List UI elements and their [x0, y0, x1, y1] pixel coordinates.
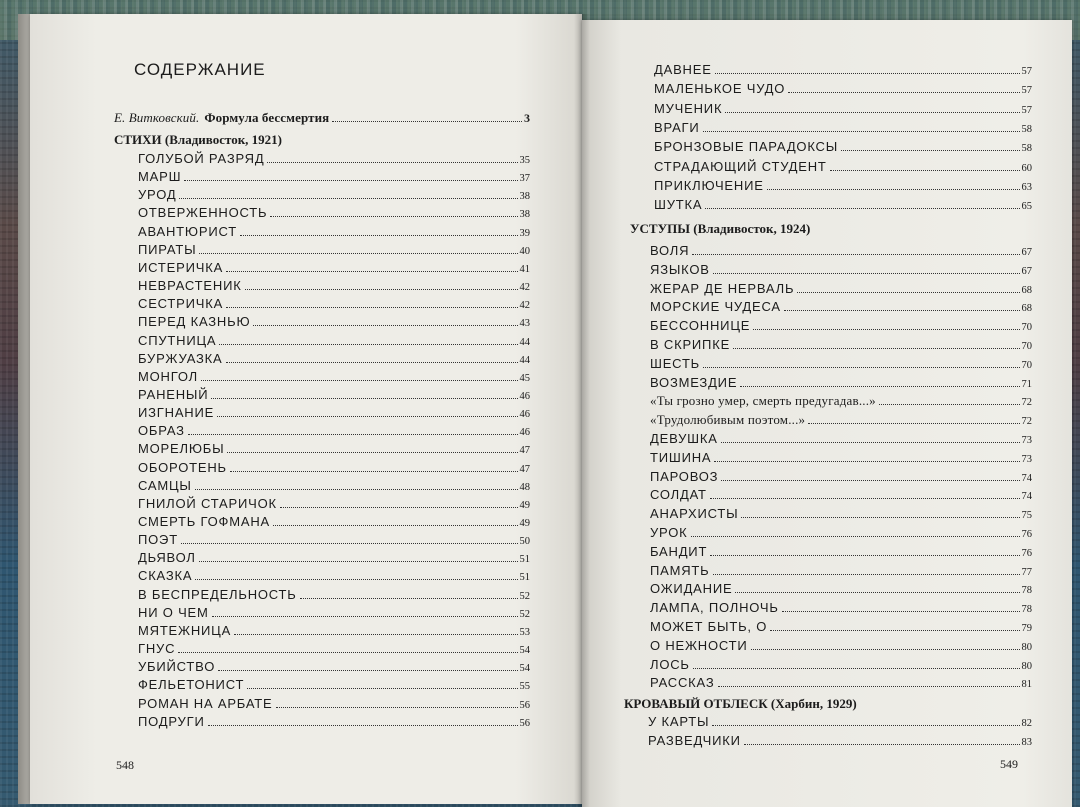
leader-dots [782, 611, 1020, 612]
toc-entry-title: ПАРОВОЗ [650, 468, 719, 484]
leader-dots [808, 423, 1019, 424]
leader-dots [267, 162, 517, 163]
toc-entry-title: ШУТКА [654, 197, 703, 213]
toc-entry-title: УРОД [138, 187, 177, 203]
toc-entry-page-number: 70 [1021, 359, 1032, 371]
toc-entry [650, 469, 1032, 484]
toc-entry [650, 581, 1032, 596]
toc-entry-title: В СКРИПКЕ [650, 337, 731, 352]
toc-entry-page-number: 43 [519, 318, 530, 330]
toc-entry-title: МАРШ [138, 169, 182, 185]
section-heading-stihi: СТИХИ (Владивосток, 1921) [114, 132, 283, 147]
toc-entry [650, 525, 1032, 540]
toc-entry-title: СЕСТРИЧКА [138, 296, 224, 312]
toc-entry-title: МОНГОЛ [138, 368, 198, 384]
leader-dots [751, 649, 1020, 650]
toc-entry-page-number: 70 [1021, 322, 1032, 334]
toc-entry [138, 460, 530, 475]
leader-dots [710, 555, 1019, 556]
toc-entry [650, 337, 1032, 352]
toc-entry-page-number: 72 [1021, 397, 1032, 409]
toc-entry [650, 393, 1032, 409]
toc-entry [138, 568, 530, 583]
toc-entry [138, 623, 530, 638]
toc-entry [138, 696, 530, 711]
toc-entry [138, 187, 530, 202]
leader-dots [188, 434, 518, 435]
toc-entry-page-number: 60 [1021, 162, 1032, 174]
toc-entry-title: САМЦЫ [138, 477, 192, 493]
toc-entry-title: БЕССОННИЦЕ [650, 318, 751, 334]
toc-entry-title: «Трудолюбивым поэтом...» [650, 412, 806, 428]
toc-entry [138, 550, 530, 565]
toc-entry-title: ЯЗЫКОВ [650, 261, 710, 277]
toc-entry [138, 242, 530, 257]
toc-entry-title: ГОЛУБОЙ РАЗРЯД [138, 151, 265, 166]
toc-entry-title: БАНДИТ [650, 543, 708, 559]
toc-entry-page-number: 76 [1021, 529, 1032, 540]
leader-dots [195, 489, 518, 490]
leader-dots [841, 150, 1019, 151]
leader-dots [713, 273, 1020, 274]
toc-entry-title: «Ты грозно умер, смерть предугадав...» [650, 393, 876, 409]
toc-entry [138, 314, 530, 329]
toc-entry [650, 506, 1032, 521]
toc-entry-title: ПОДРУГИ [138, 713, 205, 729]
leader-dots [219, 344, 517, 345]
toc-entry [138, 587, 530, 602]
toc-entry-page-number: 46 [519, 390, 530, 402]
leader-dots [705, 208, 1019, 209]
toc-entry-page-number: 44 [519, 354, 530, 366]
toc-entry-title: ГНУС [138, 641, 176, 657]
toc-entry [648, 733, 1032, 748]
toc-entry [138, 151, 530, 166]
right-page [582, 20, 1072, 807]
toc-entry-title: ВРАГИ [654, 119, 700, 135]
toc-entry-title: АНАРХИСТЫ [650, 506, 739, 522]
toc-entry-page-number: 47 [519, 463, 530, 475]
toc-entry-page-number: 48 [519, 481, 530, 493]
toc-entry [650, 450, 1032, 465]
toc-entry-page-number: 78 [1021, 604, 1032, 616]
toc-entry [138, 169, 530, 184]
toc-entry-title: ЛОСЬ [650, 656, 690, 672]
toc-entry [138, 405, 530, 420]
toc-entry-page-number: 71 [1021, 378, 1032, 390]
toc-entry [650, 563, 1032, 578]
leader-dots [227, 452, 517, 453]
leader-dots [744, 744, 1020, 745]
toc-entry-page-number: 77 [1021, 566, 1032, 578]
toc-entry-title: ПОЭТ [138, 532, 178, 548]
toc-entry [138, 205, 530, 220]
toc-entry-page-number: 72 [1021, 416, 1032, 428]
page-number-left: 548 [116, 758, 134, 772]
leader-dots [703, 131, 1020, 132]
leader-dots [770, 630, 1019, 631]
leader-dots [713, 574, 1020, 575]
leader-dots [721, 480, 1019, 481]
toc-entry-page-number: 63 [1021, 181, 1032, 193]
leader-dots [691, 536, 1020, 537]
toc-entry-title: НИ О ЧЕМ [138, 604, 209, 620]
toc-entry [654, 159, 1032, 174]
toc-entry-page-number: 74 [1021, 472, 1032, 484]
toc-entry [138, 369, 530, 384]
toc-entry [138, 714, 530, 729]
toc-entry-page-number: 83 [1021, 736, 1032, 748]
leader-dots [276, 707, 518, 708]
toc-entry-page-number: 42 [519, 300, 530, 312]
leader-dots [195, 579, 517, 580]
leader-dots [725, 112, 1019, 113]
toc-entry [138, 278, 530, 293]
toc-entry-page-number: 52 [519, 590, 530, 602]
leader-dots [211, 398, 517, 399]
leader-dots [240, 235, 518, 236]
toc-entry [138, 260, 530, 275]
toc-entry [138, 224, 530, 239]
toc-entry-title: ПРИКЛЮЧЕНИЕ [654, 177, 764, 193]
toc-entry [138, 296, 530, 311]
toc-entry-title: ЖЕРАР ДЕ НЕРВАЛЬ [650, 280, 795, 296]
toc-entry [650, 412, 1032, 428]
toc-entry-page-number: 37 [519, 173, 530, 185]
toc-entry-page-number: 46 [519, 409, 530, 421]
toc-entry [138, 496, 530, 511]
leader-dots [226, 362, 518, 363]
toc-entry-title: РАЗВЕДЧИКИ [648, 732, 741, 748]
toc-entry-page-number: 47 [519, 445, 530, 457]
leader-dots [253, 325, 517, 326]
toc-entry-page-number: 73 [1021, 435, 1032, 446]
toc-entry [650, 657, 1032, 672]
leader-dots [733, 348, 1019, 349]
toc-entry-title: У КАРТЫ [648, 714, 710, 729]
toc-entry [650, 243, 1032, 258]
leader-dots [797, 292, 1019, 293]
toc-entry-title: СКАЗКА [138, 568, 193, 584]
toc-entry-title: МОРЕЛЮБЫ [138, 441, 225, 457]
toc-entry-page-number: 80 [1021, 641, 1032, 653]
toc-intro-line [114, 110, 530, 126]
toc-entry-title: ДЬЯВОЛ [138, 550, 196, 566]
leader-dots [767, 189, 1020, 190]
toc-entry [138, 423, 530, 438]
leader-dots [245, 289, 518, 290]
leader-dots [332, 121, 522, 122]
toc-entry-title: ПИРАТЫ [138, 241, 197, 257]
leader-dots [712, 725, 1019, 726]
toc-entry-page-number: 45 [519, 372, 530, 384]
leader-dots [218, 670, 517, 671]
toc-entry-title: МЯТЕЖНИЦА [138, 622, 232, 638]
leader-dots [179, 198, 517, 199]
toc-entry-title: УРОК [650, 525, 688, 540]
toc-entry-page-number: 40 [519, 245, 530, 257]
toc-entry-title: ВОЗМЕЗДИЕ [650, 374, 738, 390]
toc-entry [650, 638, 1032, 653]
toc-entry-page-number: 67 [1021, 265, 1032, 277]
toc-entry [654, 139, 1032, 154]
leader-dots [718, 686, 1020, 687]
toc-entry-title: ИСТЕРИЧКА [138, 259, 224, 275]
leader-dots [300, 598, 518, 599]
toc-entry-title: РАССКАЗ [650, 675, 715, 691]
leader-dots [273, 525, 518, 526]
toc-entry-page-number: 53 [519, 626, 530, 638]
toc-entry-title: ОБРАЗ [138, 423, 185, 439]
intro-page-number: 3 [524, 111, 530, 125]
toc-entry-page-number: 38 [519, 191, 530, 203]
toc-entry [138, 478, 530, 493]
leader-dots [226, 307, 517, 308]
toc-entry-title: О НЕЖНОСТИ [650, 637, 748, 653]
leader-dots [184, 180, 517, 181]
toc-entry [138, 351, 530, 366]
toc-entry-page-number: 49 [519, 518, 530, 529]
toc-entry-page-number: 67 [1021, 247, 1032, 258]
toc-entry-title: МАЛЕНЬКОЕ ЧУДО [654, 81, 786, 97]
leader-dots [830, 170, 1020, 171]
left-page [30, 14, 582, 804]
toc-entry [654, 197, 1032, 212]
toc-entry-page-number: 52 [519, 608, 530, 620]
toc-entry-page-number: 38 [519, 209, 530, 221]
intro-author: Е. Витковский. [114, 110, 200, 125]
leader-dots [879, 404, 1020, 405]
leader-dots [217, 416, 517, 417]
toc-entry [650, 318, 1032, 333]
toc-entry-title: ПЕРЕД КАЗНЬЮ [138, 314, 251, 330]
toc-entry-title: ДАВНЕЕ [654, 62, 712, 77]
toc-entry-title: ПАМЯТЬ [650, 562, 710, 578]
leader-dots [226, 271, 517, 272]
toc-entry-page-number: 58 [1021, 123, 1032, 135]
leader-dots [247, 688, 517, 689]
toc-entry [650, 619, 1032, 634]
toc-entry [138, 514, 530, 529]
leader-dots [201, 380, 518, 381]
toc-entry-page-number: 51 [519, 554, 530, 566]
toc-entry [138, 641, 530, 656]
page-title: СОДЕРЖАНИЕ [134, 60, 266, 79]
toc-entry-page-number: 56 [519, 699, 530, 711]
toc-entry [138, 333, 530, 348]
page-number-right: 549 [1000, 757, 1018, 771]
toc-entry [650, 487, 1032, 502]
leader-dots [714, 461, 1019, 462]
toc-entry-page-number: 82 [1021, 718, 1032, 729]
leader-dots [212, 616, 518, 617]
toc-entry-page-number: 49 [519, 499, 530, 511]
toc-entry-page-number: 44 [519, 336, 530, 348]
toc-entry [650, 299, 1032, 314]
toc-entry-title: БРОНЗОВЫЕ ПАРАДОКСЫ [654, 139, 839, 155]
toc-entry [138, 659, 530, 674]
toc-entry-page-number: 80 [1021, 660, 1032, 672]
toc-entry [650, 600, 1032, 615]
toc-entry-page-number: 57 [1021, 66, 1032, 77]
toc-entry-page-number: 55 [519, 681, 530, 693]
toc-entry-page-number: 70 [1021, 341, 1032, 352]
leader-dots [234, 634, 517, 635]
leader-dots [199, 561, 518, 562]
toc-entry [138, 677, 530, 692]
toc-entry-page-number: 76 [1021, 547, 1032, 559]
toc-entry [654, 178, 1032, 193]
leader-dots [208, 725, 518, 726]
toc-entry-title: АВАНТЮРИСТ [138, 223, 237, 239]
toc-entry [138, 387, 530, 402]
toc-entry-page-number: 35 [519, 155, 530, 166]
toc-entry-title: СПУТНИЦА [138, 332, 217, 348]
leader-dots [715, 73, 1020, 74]
leader-dots [710, 498, 1020, 499]
toc-entry-page-number: 81 [1021, 679, 1032, 691]
toc-entry [650, 544, 1032, 559]
toc-entry-title: ИЗГНАНИЕ [138, 405, 215, 421]
toc-entry [650, 431, 1032, 446]
toc-entry-page-number: 56 [519, 717, 530, 729]
toc-entry-title: СОЛДАТ [650, 487, 707, 503]
toc-entry-title: ФЕЛЬЕТОНИСТ [138, 677, 245, 693]
toc-entry-title: НЕВРАСТЕНИК [138, 278, 242, 294]
toc-entry-page-number: 57 [1021, 85, 1032, 97]
toc-entry [650, 281, 1032, 296]
intro-title: Формула бессмертия [204, 110, 330, 125]
toc-entry-title: ДЕВУШКА [650, 431, 718, 446]
toc-entry-title: ШЕСТЬ [650, 355, 701, 371]
toc-entry-page-number: 74 [1021, 491, 1032, 503]
toc-entry-page-number: 75 [1021, 510, 1032, 522]
leader-dots [788, 92, 1019, 93]
toc-entry-title: СМЕРТЬ ГОФМАНА [138, 514, 270, 529]
toc-entry-page-number: 50 [519, 536, 530, 548]
section-heading-krovavyy-otblesk: КРОВАВЫЙ ОТБЛЕСК (Харбин, 1929) [624, 696, 857, 711]
toc-entry [138, 532, 530, 547]
section-heading-ustupy: УСТУПЫ (Владивосток, 1924) [630, 221, 811, 236]
leader-dots [735, 592, 1019, 593]
toc-entry [138, 605, 530, 620]
leader-dots [270, 216, 517, 217]
toc-entry-title: РАНЕНЫЙ [138, 386, 209, 402]
leader-dots [692, 254, 1019, 255]
toc-entry-title: ТИШИНА [650, 449, 712, 465]
toc-entry-title: ОЖИДАНИЕ [650, 581, 733, 597]
leader-dots [693, 668, 1020, 669]
toc-entry-title: МУЧЕНИК [654, 100, 723, 116]
book-gutter [574, 14, 590, 807]
toc-entry [650, 356, 1032, 371]
toc-entry-title: РОМАН НА АРБАТЕ [138, 695, 273, 711]
toc-entry-page-number: 68 [1021, 284, 1032, 296]
toc-entry [654, 62, 1032, 77]
leader-dots [230, 471, 518, 472]
toc-entry-title: БУРЖУАЗКА [138, 350, 223, 366]
toc-entry [654, 101, 1032, 116]
leader-dots [178, 652, 517, 653]
toc-entry-title: УБИЙСТВО [138, 659, 216, 675]
toc-entry [648, 714, 1032, 729]
toc-entry-title: СТРАДАЮЩИЙ СТУДЕНТ [654, 158, 827, 174]
toc-entry-page-number: 54 [519, 663, 530, 675]
toc-entry-page-number: 65 [1021, 201, 1032, 213]
toc-entry-page-number: 73 [1021, 453, 1032, 465]
toc-entry-title: ОБОРОТЕНЬ [138, 459, 227, 475]
leader-dots [741, 517, 1019, 518]
leader-dots [721, 442, 1020, 443]
toc-entry-page-number: 51 [519, 572, 530, 584]
toc-entry-page-number: 46 [519, 427, 530, 439]
leader-dots [753, 329, 1019, 330]
leader-dots [784, 310, 1020, 311]
leader-dots [703, 367, 1019, 368]
toc-entry-page-number: 39 [519, 227, 530, 239]
toc-entry [138, 441, 530, 456]
toc-entry-page-number: 79 [1021, 623, 1032, 634]
leader-dots [740, 386, 1019, 387]
toc-entry-page-number: 78 [1021, 585, 1032, 597]
toc-entry [650, 262, 1032, 277]
toc-entry-page-number: 42 [519, 282, 530, 294]
toc-entry-page-number: 58 [1021, 143, 1032, 155]
toc-entry [650, 675, 1032, 690]
toc-entry-page-number: 54 [519, 645, 530, 657]
leader-dots [199, 253, 517, 254]
toc-entry-title: МОРСКИЕ ЧУДЕСА [650, 299, 781, 315]
toc-entry-title: ВОЛЯ [650, 243, 690, 258]
toc-entry-page-number: 41 [519, 263, 530, 275]
toc-entry-title: ОТВЕРЖЕННОСТЬ [138, 205, 268, 221]
toc-entry [654, 120, 1032, 135]
toc-entry-page-number: 68 [1021, 303, 1032, 315]
toc-entry-title: ЛАМПА, ПОЛНОЧЬ [650, 600, 779, 616]
toc-entry-page-number: 57 [1021, 104, 1032, 116]
leader-dots [181, 543, 518, 544]
toc-entry-title: МОЖЕТ БЫТЬ, О [650, 619, 768, 634]
toc-entry [650, 375, 1032, 390]
toc-entry [654, 81, 1032, 96]
toc-entry-title: ГНИЛОЙ СТАРИЧОК [138, 495, 277, 511]
toc-entry-title: В БЕСПРЕДЕЛЬНОСТЬ [138, 586, 297, 602]
leader-dots [280, 507, 518, 508]
